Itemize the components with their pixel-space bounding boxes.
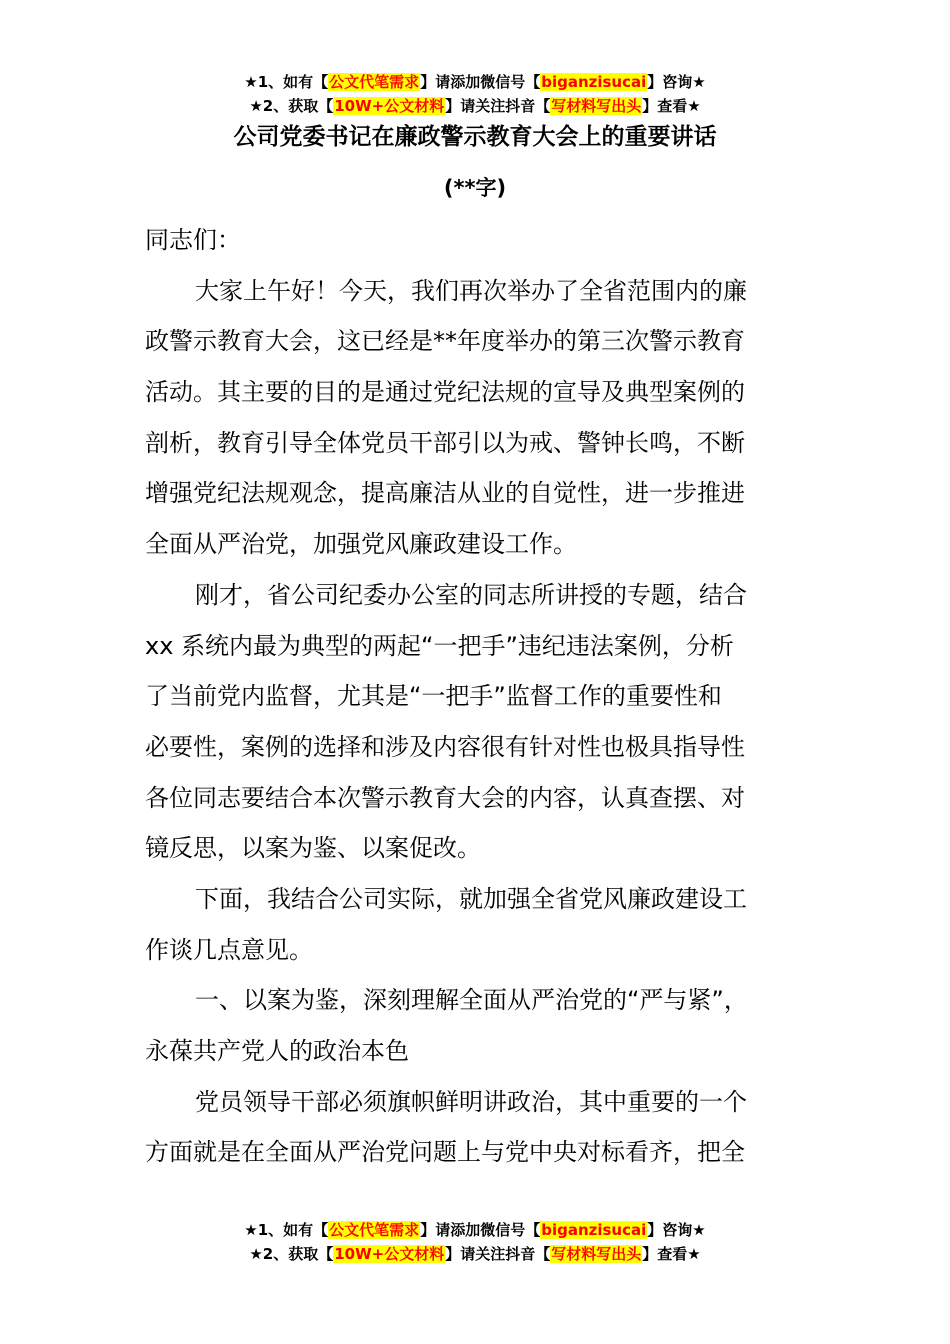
document-title: 公司党委书记在廉政警示教育大会上的重要讲话 xyxy=(233,124,717,150)
promo-highlight: 10W+公文材料 xyxy=(334,97,445,115)
body-line: 了当前党内监督，尤其是“一把手”监督工作的重要性和 xyxy=(145,682,722,711)
header-promo-banner xyxy=(0,70,950,118)
promo-text: 】请关注抖音【 xyxy=(445,97,551,115)
promo-line-1 xyxy=(0,1218,950,1242)
promo-text: ★2、获取【 xyxy=(249,97,334,115)
promo-highlight: 公文代笔需求 xyxy=(329,1221,420,1239)
body-line: 刚才，省公司纪委办公室的同志所讲授的专题，结合 xyxy=(195,580,747,609)
promo-highlight: 公文代笔需求 xyxy=(329,73,420,91)
promo-text: 】咨询★ xyxy=(647,73,706,91)
document-body xyxy=(145,215,835,1178)
body-line: 剖析，教育引导全体党员干部引以为戒、警钟长鸣，不断 xyxy=(145,428,745,457)
promo-line-1 xyxy=(0,70,950,94)
promo-text: ★1、如有【 xyxy=(244,1221,329,1239)
body-line: 大家上午好！今天，我们再次举办了全省范围内的廉 xyxy=(195,276,747,305)
promo-text: 】请关注抖音【 xyxy=(445,1245,551,1263)
promo-text: ★2、获取【 xyxy=(249,1245,334,1263)
body-line: 镜反思，以案为鉴、以案促改。 xyxy=(145,834,481,863)
document-subtitle: (**字) xyxy=(443,176,507,200)
promo-highlight-douyin-id: 写材料写出头 xyxy=(551,97,642,115)
section-heading-line: 一、以案为鉴，深刻理解全面从严治党的“严与紧”， xyxy=(195,986,748,1015)
body-line: 政警示教育大会，这已经是**年度举办的第三次警示教育 xyxy=(145,327,745,356)
promo-text: 】查看★ xyxy=(642,1245,701,1263)
body-line: 各位同志要结合本次警示教育大会的内容，认真查摆、对 xyxy=(145,783,745,812)
body-line: 活动。其主要的目的是通过党纪法规的宣导及典型案例的 xyxy=(145,378,745,407)
footer-promo-banner xyxy=(0,1218,950,1266)
promo-text: 】查看★ xyxy=(642,97,701,115)
section-heading-line: 永葆共产党人的政治本色 xyxy=(145,1037,409,1065)
promo-highlight: 10W+公文材料 xyxy=(334,1245,445,1263)
promo-text: 】咨询★ xyxy=(647,1221,706,1239)
promo-highlight-wechat-id: biganzisucai xyxy=(541,1221,647,1239)
body-line: 方面就是在全面从严治党问题上与党中央对标看齐，把全 xyxy=(145,1138,745,1167)
promo-line-2 xyxy=(0,1242,950,1266)
promo-text: ★1、如有【 xyxy=(244,73,329,91)
body-line: 同志们： xyxy=(145,226,241,254)
promo-highlight-douyin-id: 写材料写出头 xyxy=(551,1245,642,1263)
body-line: 必要性，案例的选择和涉及内容很有针对性也极具指导性 xyxy=(145,732,745,761)
body-line: 增强党纪法规观念，提高廉洁从业的自觉性，进一步推进 xyxy=(145,479,745,508)
promo-highlight-wechat-id: biganzisucai xyxy=(541,73,647,91)
body-line: xx 系统内最为典型的两起“一把手”违纪违法案例，分析 xyxy=(145,631,734,660)
promo-text: 】请添加微信号【 xyxy=(420,73,541,91)
body-line: 党员领导干部必须旗帜鲜明讲政治，其中重要的一个 xyxy=(195,1087,747,1116)
promo-text: 】请添加微信号【 xyxy=(420,1221,541,1239)
body-line: 全面从严治党，加强党风廉政建设工作。 xyxy=(145,530,577,559)
body-line: 下面，我结合公司实际，就加强全省党风廉政建设工 xyxy=(195,884,747,913)
promo-line-2 xyxy=(0,94,950,118)
body-line: 作谈几点意见。 xyxy=(145,935,313,964)
